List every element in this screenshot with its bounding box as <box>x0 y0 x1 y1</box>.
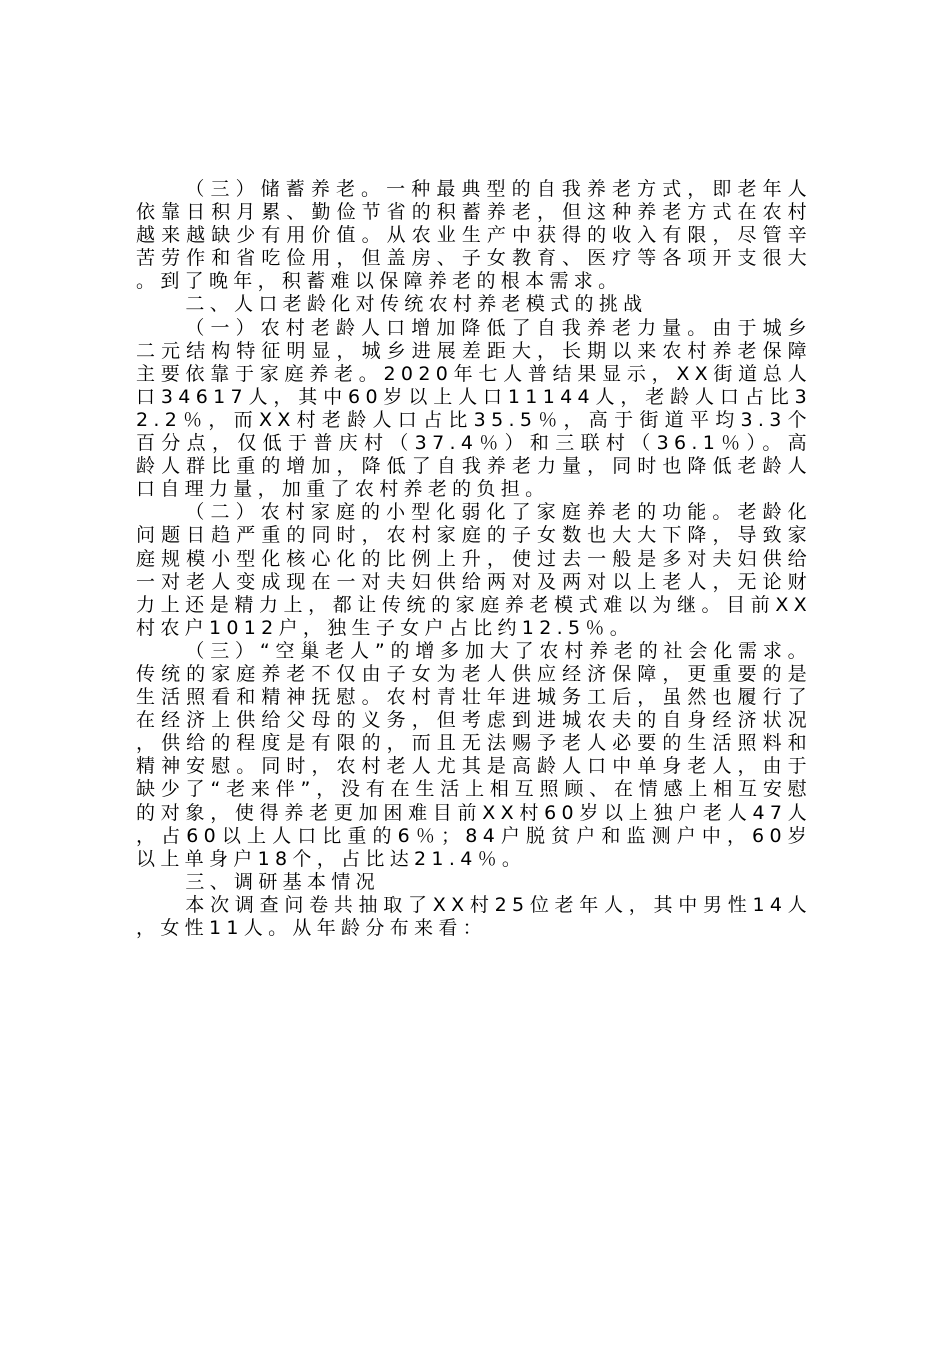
paragraph-empty-nest: （三）“空巢老人”的增多加大了农村养老的社会化需求。传统的家庭养老不仅由子女为老人供应经济保障，更重要的是生活照看和精神抚慰。农村青壮年进城务工后，虽然也履行了在经济上供给父母的义务，但考虑到进城农夫的自身经济状况，供给的程度是有限的，而且无法赐予老人必要的生活照料和精神安慰。同时，农村老人尤其是高龄人口中单身老人，由于缺少了“老来伴”，没有在生活上相互照顾、在情感上相互安慰的对象，使得养老更加困难目前XX村60岁以上独户老人47人，占60以上人口比重的6％；84户脱贫户和监测户中，60岁以上单身户18个，占比达21.4％。 <box>136 639 812 870</box>
paragraph-small-families: （二）农村家庭的小型化弱化了家庭养老的功能。老龄化问题日趋严重的同时，农村家庭的子女数也大大下降，导致家庭规模小型化核心化的比例上升，使过去一般是多对夫妇供给一对老人变成现在一对夫妇供给两对及两对以上老人，无论财力上还是精力上，都让传统的家庭养老模式难以为继。目前XX村农户1012户，独生子女户占比约12.5％。 <box>136 501 812 639</box>
paragraph-survey-overview: 本次调查问卷共抽取了XX村25位老年人，其中男性14人，女性11人。从年龄分布来看： <box>136 893 812 939</box>
section-heading-survey: 三、调研基本情况 <box>185 870 380 893</box>
paragraph-savings-pension: （三）储蓄养老。一种最典型的自我养老方式，即老年人依靠日积月累、勤俭节省的积蓄养老，但这种养老方式在农村越来越缺少有用价值。从农业生产中获得的收入有限，尽管辛苦劳作和省吃俭用，但盖房、子女教育、医疗等各项开支很大。到了晚年，积蓄难以保障养老的根本需求。 <box>136 178 812 293</box>
document-body <box>136 178 812 940</box>
paragraph-aging-population: （一）农村老龄人口增加降低了自我养老力量。由于城乡二元结构特征明显，城乡进展差距大，长期以来农村养老保障主要依靠于家庭养老。2020年七人普结果显示，XX街道总人口34617人，其中60岁以上人口11144人，老龄人口占比32.2％，而XX村老龄人口占比35.5％，高于街道平均3.3个百分点，仅低于普庆村（37.4％）和三联村（36.1％）。高龄人群比重的增加，降低了自我养老力量，同时也降低老龄人口自理力量，加重了农村养老的负担。 <box>136 316 812 501</box>
section-heading-aging-challenges: 二、人口老龄化对传统农村养老模式的挑战 <box>185 293 648 316</box>
